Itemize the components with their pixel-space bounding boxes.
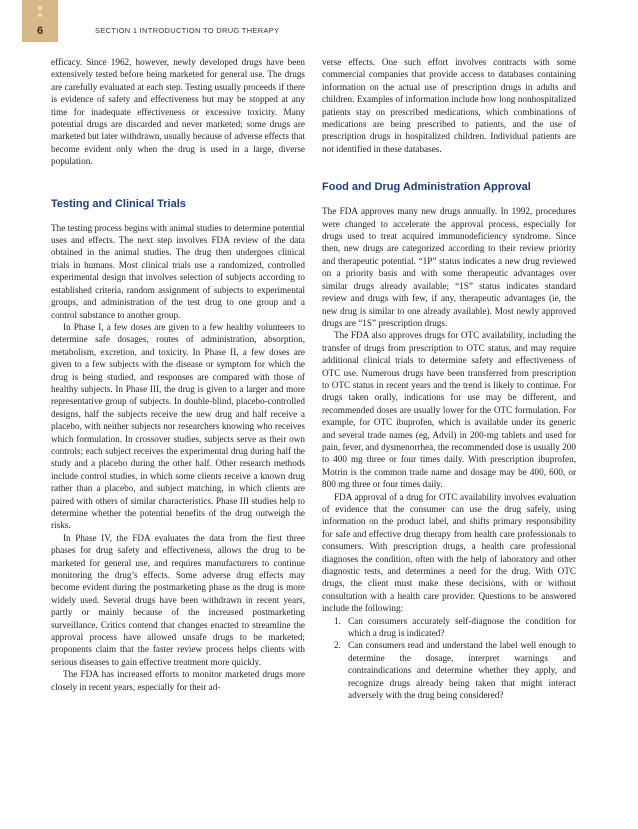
list-item (334, 615, 576, 640)
running-head: SECTION 1 INTRODUCTION TO DRUG THERAPY (95, 26, 280, 35)
paragraph: FDA approval of a drug for OTC availability involves evaluation of evidence that the consumer can use the drug safely, using information on the product label, and shifts primary responsibility for safe and effective drug therapy from health care professionals to consumers. With prescription drugs, a health care professional diagnoses the condition, often with the help of laboratory and other diagnostic tests, and determines a need for the drug. With OTC drugs, the client must make these decisions, with or without consultation with a health care provider. Questions to be answered include the following: (322, 491, 576, 614)
list-number: 1. (334, 615, 341, 626)
left-column (51, 56, 305, 693)
paragraph: efficacy. Since 1962, however, newly developed drugs have been extensively tested before being marketed for general use. The drugs are carefully evaluated at each step. Testing usually proceeds if there is evidence of safety and effectiveness but may be stopped at any time for inadequate effectiveness or excessive toxicity. Many potential drugs are discarded and never marketed; some drugs are marketed but later withdrawn, usually because of adverse effects that become evident only when the drug is used in a large, diverse population. (51, 57, 305, 167)
right-column (322, 56, 576, 702)
paragraph: The FDA approves many new drugs annually. In 1992, procedures were changed to accelerate the approval process, especially for drugs used to treat acquired immunodeficiency syndrome. Since then, new drugs are categorized according to their review priority and therapeutic potential. “1P” status indicates a new drug reviewed on a priority basis and with some therapeutic advantages over similar drugs already available; “1S” status indicates standard review and drugs with few, if any, therapeutic advantages (ie, the new drug is similar to one already available). Most newly approved drugs are “1S” prescription drugs. (322, 206, 576, 328)
paragraph: In Phase IV, the FDA evaluates the data from the first three phases for drug safety and effectiveness, allows the drug to be marketed for general use, and requires manufacturers to continue monitoring the drug’s effects. Some adverse drug effects may become evident during the postmarketing phase as the drug is more widely used. Several drugs have been withdrawn in recent years, partly or mainly because of the increased postmarketing surveillance. Critics contend that changes enacted to streamline the approval process have allowed unsafe drugs to be marketed; proponents claim that the faster review process helps clients with serious diseases to gain effective treatment more quickly. (51, 532, 305, 667)
paragraph: verse effects. One such effort involves contracts with some commercial companies that provide access to databases containing information on the actual use of prescription drugs in adults and children. Examples of information include how long nonhospitalized patients stay on prescribed medications, which combinations of medications are being prescribed to patients, and the use of prescription drugs in hospitalized children. Individual patients are not identified in these databases. (322, 57, 576, 154)
page-number: 6 (36, 25, 44, 37)
section-heading: Testing and Clinical Trials (51, 197, 186, 210)
section-heading: Food and Drug Administration Approval (322, 181, 531, 194)
list-text: Can consumers read and understand the label well enough to determine the dosage, interpret warnings and contraindications and determine whether they apply, and recognize drugs already being taken that might interact adversely with the drug being considered? (348, 640, 576, 701)
list-item (334, 639, 576, 701)
questions-list (322, 615, 576, 702)
paragraph: The FDA has increased efforts to monitor marketed drugs more closely in recent years, especially for their ad- (51, 669, 305, 692)
list-number: 2. (334, 640, 341, 651)
page-tab (22, 0, 58, 42)
paragraph: The testing process begins with animal studies to determine potential uses and effects. The next step involves FDA review of the data obtained in the animal studies. The drug then undergoes clinical trials in humans. Most clinical trials use a randomized, controlled experimental design that involves selection of subjects according to established criteria, random assignment of subjects to experimental groups, and administration of the test drug to one group and a control substance to another group. (51, 222, 305, 320)
list-text: Can consumers accurately self-diagnose the condition for which a drug is indicated? (348, 615, 576, 639)
paragraph: The FDA also approves drugs for OTC availability, including the transfer of drugs from prescription to OTC status, and may require additional clinical trials to determine safety and effectiveness of OTC use. Numerous drugs have been transferred from prescription to OTC status in recent years and the trend is likely to continue. For drugs taken orally, indications for use may be different, and recommended doses are usually lower for the OTC formulation. For example, for OTC ibuprofen, which is available under its generic and several trade names (eg, Advil) in 200-mg tablets and used for pain, fever, and dysmenorrhea, the recommended dose is usually 200 to 400 mg three or four times daily. With prescription ibuprofen, Motrin is the common trade name and dosage may be 400, 600, or 800 mg three or four times daily. (322, 330, 576, 490)
decorative-dots (37, 6, 43, 20)
paragraph: In Phase I, a few doses are given to a few healthy volunteers to determine safe dosages, routes of administration, absorption, metabolism, excretion, and toxicity. In Phase II, a few doses are given to a few subjects with the disease or symptom for which the drug is being studied, and responses are compared with those of healthy subjects. In Phase III, the drug is given to a larger and more representative group of subjects. In double-blind, placebo-controlled designs, half the subjects receive the new drug and half receive a placebo, with neither subjects nor researchers knowing who receives which formulation. In crossover studies, subjects serve as their own controls; each subject receives the experimental drug during half the study and a placebo during the other half. Other research methods include control studies, in which some clients receive a known drug rather than a placebo, and subject matching, in which clients are paired with others of similar characteristics. Phase III studies help to determine whether the potential benefits of the drug outweigh the risks. (51, 321, 305, 531)
